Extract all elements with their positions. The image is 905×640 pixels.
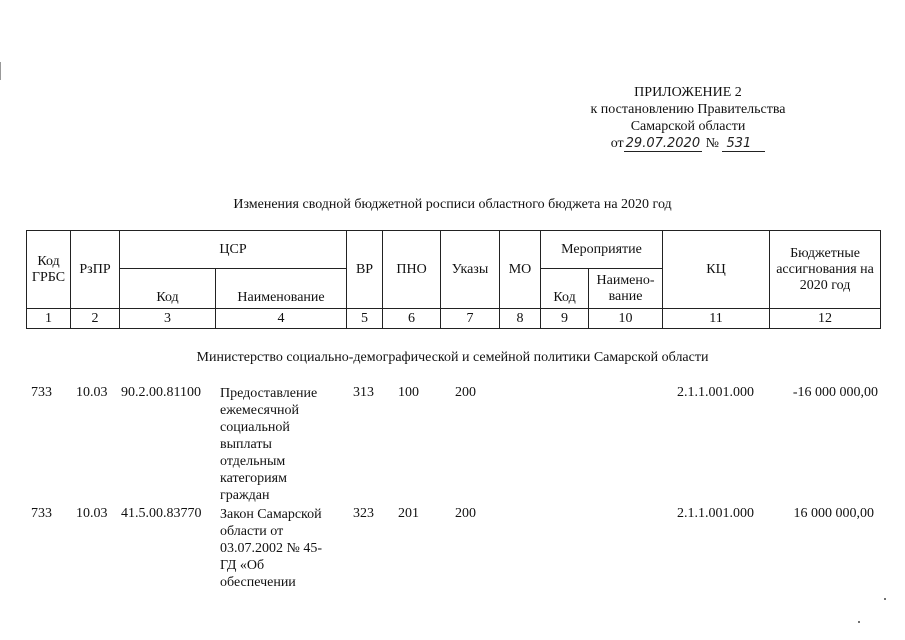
scan-speck <box>884 598 886 600</box>
column-number: 5 <box>347 309 383 329</box>
cell-vr: 323 <box>353 506 374 521</box>
document-title: Изменения сводной бюджетной росписи областного бюджета на 2020 год <box>233 197 672 212</box>
cell-rzpr: 10.03 <box>76 506 108 521</box>
cell-grbs: 733 <box>31 385 52 400</box>
cell-amount: 16 000 000,00 <box>793 506 874 521</box>
cell-kc: 2.1.1.001.000 <box>677 506 754 521</box>
scan-edge-mark <box>0 62 1 80</box>
header-vr: ВР <box>347 231 383 309</box>
cell-csr-code: 41.5.00.83770 <box>121 506 202 521</box>
header-event-code: Код <box>541 269 589 309</box>
header-kod-grbs: Код ГРБС <box>27 231 71 309</box>
cell-pno: 201 <box>398 506 419 521</box>
header-ukazy: Указы <box>441 231 500 309</box>
header-csr-name: Наименование <box>216 269 347 309</box>
scan-speck <box>858 621 860 623</box>
cell-name: Закон Самарской области от 03.07.2002 № 45-ГД «Об обеспечении <box>220 507 323 590</box>
from-prefix: от <box>610 136 624 151</box>
appendix-region-line: Самарской области <box>630 119 746 134</box>
column-number: 10 <box>589 309 663 329</box>
column-number: 3 <box>120 309 216 329</box>
appendix-title: ПРИЛОЖЕНИЕ 2 <box>634 85 742 100</box>
cell-ukazy: 200 <box>455 506 476 521</box>
header-event: Мероприятие <box>541 231 663 269</box>
header-kc: КЦ <box>663 231 770 309</box>
column-number: 8 <box>500 309 541 329</box>
cell-name: Предоставление ежемесячной социальной выплаты отдельным категориям граждан <box>220 386 318 503</box>
column-number: 4 <box>216 309 347 329</box>
appendix-date-number-line <box>611 135 766 152</box>
handwritten-date: 29.07.2020 <box>625 136 701 151</box>
column-number: 6 <box>383 309 441 329</box>
header-mo: МО <box>500 231 541 309</box>
handwritten-number: 531 <box>722 136 765 152</box>
ministry-heading: Министерство социально-демографической и семейной политики Самарской области <box>196 350 709 365</box>
column-number: 11 <box>663 309 770 329</box>
header-csr: ЦСР <box>120 231 347 269</box>
cell-pno: 100 <box>398 385 419 400</box>
appendix-block <box>570 84 806 152</box>
column-number: 12 <box>770 309 881 329</box>
cell-vr: 313 <box>353 385 374 400</box>
appendix-resolution-line: к постановлению Правительства <box>590 102 786 117</box>
cell-grbs: 733 <box>31 506 52 521</box>
header-csr-code: Код <box>120 269 216 309</box>
column-number: 9 <box>541 309 589 329</box>
cell-csr-code: 90.2.00.81100 <box>121 385 201 400</box>
column-number: 7 <box>441 309 500 329</box>
number-sign: № <box>705 136 719 151</box>
header-budget: Бюджетные ассигнования на 2020 год <box>770 231 881 309</box>
cell-ukazy: 200 <box>455 385 476 400</box>
cell-rzpr: 10.03 <box>76 385 108 400</box>
header-rzpr: РзПР <box>71 231 120 309</box>
header-table <box>26 230 881 329</box>
column-number: 2 <box>71 309 120 329</box>
column-number: 1 <box>27 309 71 329</box>
cell-kc: 2.1.1.001.000 <box>677 385 754 400</box>
cell-amount: -16 000 000,00 <box>792 385 878 400</box>
header-event-name: Наимено-вание <box>589 269 663 309</box>
header-pno: ПНО <box>383 231 441 309</box>
